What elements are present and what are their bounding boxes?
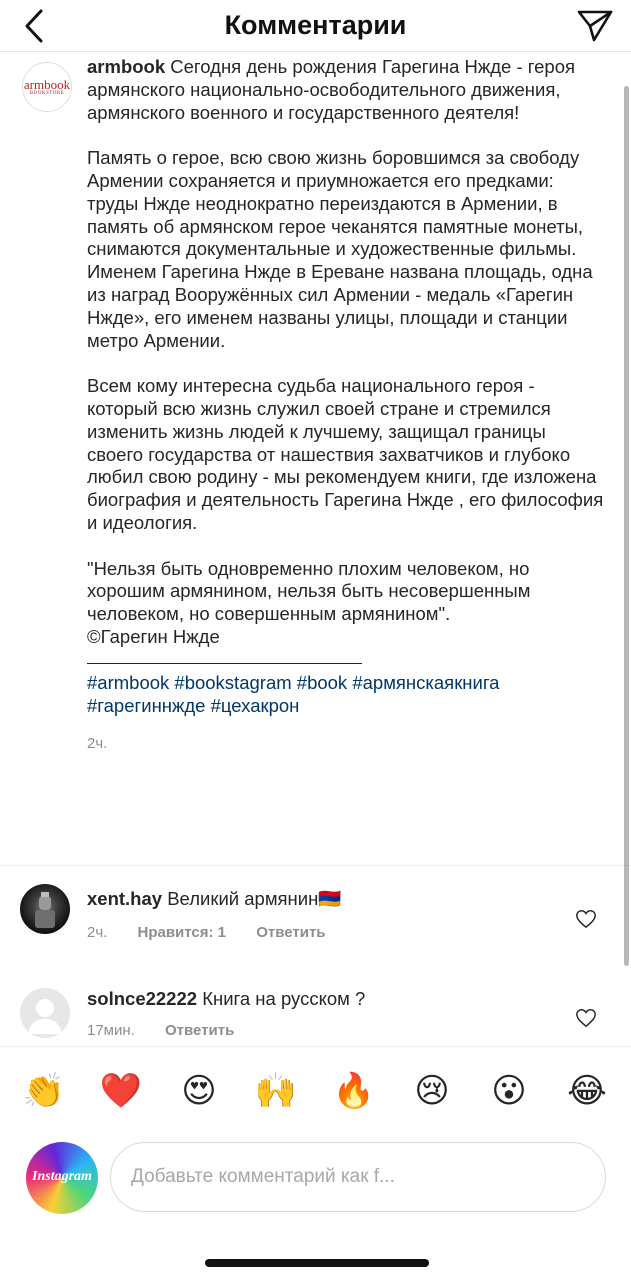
comment-body: Книга на русском ?: [202, 988, 366, 1009]
fire-emoji[interactable]: 🔥: [332, 1071, 376, 1111]
comment-text: [87, 888, 341, 910]
page-title: Комментарии: [224, 10, 407, 40]
brand-logo-text: armbook: [23, 77, 71, 92]
paper-plane-icon: [577, 10, 613, 42]
reply-button[interactable]: Ответить: [165, 1022, 235, 1039]
header-bar: [0, 0, 631, 52]
caption-paragraph-2: Память о герое, всю свою жизнь боровшимся за свободу Армении сохраняется и приумножается его предками: труды Нжде неоднократно переиздаются в Армении, в память об армянском герое чеканятся памятные монеты, снимаются документальные и художественные фильмы. Именем Гарегина Нжде в Ереване названа площадь, одна из наград Вооружённых сил Армении - медаль «Гарегин Нжде», его именем названы улицы, площади и станции метро Армении.: [87, 147, 593, 351]
caption-divider: [87, 663, 362, 664]
comment-composer: [0, 1136, 631, 1236]
caption-paragraph-3: Всем кому интересна судьба национального героя - который всю жизнь служил своей стране и стремился изменить жизнь людей к лучшему, защищал границы своего государства от нашествия захватчиков и глубоко любил свою родину - мы рекомендуем книги, где изложена биография и деятельность Гарегина Нжде , его философия и идеология.: [87, 375, 604, 533]
comment-username[interactable]: xent.hay: [87, 888, 163, 909]
caption-paragraph-1: [87, 56, 607, 124]
caption-quote: "Нельзя быть одновременно плохим человеком, но хорошим армянином, нельзя быть несовершенным человеком, но совершенным армянином".: [87, 557, 531, 625]
emoji-quick-bar: [0, 1046, 631, 1136]
comment-username[interactable]: solnce22222: [87, 988, 198, 1009]
author-username[interactable]: armbook: [87, 56, 166, 77]
reply-button[interactable]: Ответить: [256, 924, 326, 941]
comment-time: 2ч.: [87, 924, 108, 941]
post-caption-section: [0, 52, 631, 865]
post-timestamp: 2ч.: [87, 735, 108, 753]
commenter-avatar-placeholder[interactable]: [20, 988, 70, 1038]
share-button[interactable]: [573, 6, 617, 46]
comment-item: [0, 966, 631, 1046]
heart-eyes-emoji[interactable]: 😍: [181, 1071, 217, 1111]
crying-face-emoji[interactable]: 😢: [414, 1071, 450, 1111]
author-avatar[interactable]: [22, 62, 72, 112]
scrollbar[interactable]: [624, 86, 629, 966]
caption-paragraph-text: Сегодня день рождения Гарегина Нжде - героя армянского национально-освободительного движения, армянского военного и государственного деятеля!: [87, 56, 575, 123]
caption-hashtags[interactable]: #armbook #bookstagram #book #армянскаякнига #гарегиннжде #цехакрон: [87, 671, 500, 716]
comment-text: [87, 988, 365, 1010]
comment-input[interactable]: [110, 1142, 606, 1212]
caption-text: [87, 56, 607, 756]
current-user-avatar[interactable]: [26, 1142, 98, 1214]
home-indicator[interactable]: [205, 1259, 429, 1267]
default-user-icon: [20, 988, 70, 1038]
comment-meta: [87, 924, 352, 941]
comment-item: [0, 866, 631, 946]
tears-of-joy-emoji[interactable]: 😂: [567, 1071, 607, 1111]
comment-body: Великий армянин🇦🇲: [167, 888, 342, 909]
raising-hands-emoji[interactable]: 🙌: [254, 1071, 298, 1111]
commenter-avatar[interactable]: [20, 884, 70, 934]
statue-avatar-image: [20, 884, 70, 934]
avatar-instagram-text: Instagram: [32, 1169, 92, 1184]
comment-meta: [87, 1022, 260, 1039]
heart-icon[interactable]: [575, 1007, 597, 1029]
clapping-hands-emoji[interactable]: 👏: [22, 1071, 66, 1111]
heart-icon[interactable]: [575, 908, 597, 930]
caption-quote-author: ©Гарегин Нжде: [87, 625, 220, 647]
red-heart-emoji[interactable]: ❤️: [99, 1071, 143, 1111]
brand-logo-subtext: BOOKSTORE: [29, 91, 65, 96]
comment-time: 17мин.: [87, 1022, 135, 1039]
surprised-face-emoji[interactable]: 😮: [491, 1071, 527, 1111]
comment-likes-count[interactable]: Нравится: 1: [137, 924, 227, 941]
